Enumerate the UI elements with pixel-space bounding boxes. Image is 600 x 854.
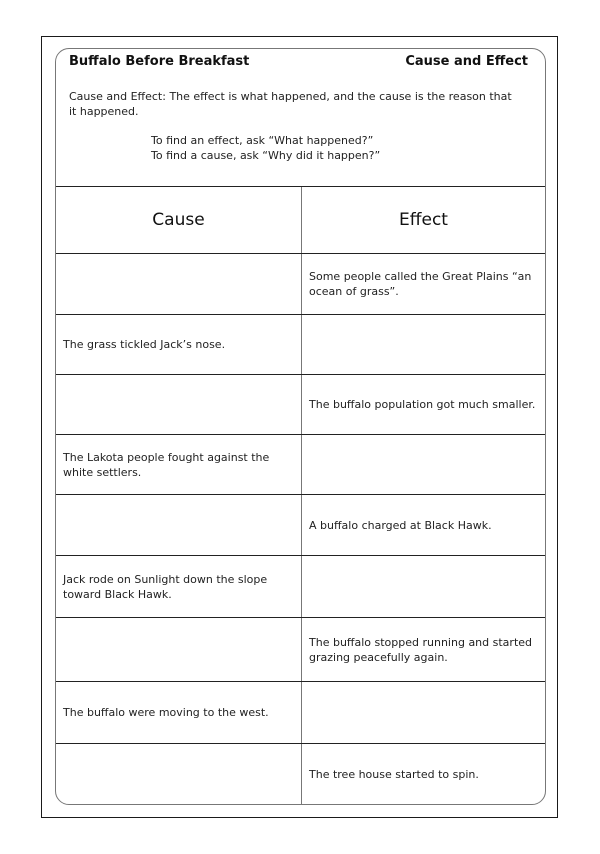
guiding-questions xyxy=(151,133,380,163)
table-row xyxy=(56,617,545,681)
worksheet-topic: Cause and Effect xyxy=(405,54,528,69)
table-header-row xyxy=(56,186,545,253)
effect-cell[interactable]: The buffalo population got much smaller. xyxy=(309,398,536,411)
table-row xyxy=(56,374,545,434)
effect-cell[interactable]: The buffalo stopped running and started grazing peacefully again. xyxy=(309,635,533,664)
cause-cell[interactable] xyxy=(56,744,302,805)
table-row xyxy=(56,314,545,374)
cause-cell[interactable] xyxy=(56,375,302,434)
definition-text: Cause and Effect: The effect is what happened, and the cause is the reason that it happened. xyxy=(69,90,512,118)
effect-question: To find an effect, ask “What happened?” xyxy=(151,134,374,147)
column-header-effect: Effect xyxy=(399,209,448,230)
cause-cell[interactable]: The grass tickled Jack’s nose. xyxy=(56,315,302,374)
table-row xyxy=(56,555,545,617)
cause-cell[interactable]: The Lakota people fought against the white settlers. xyxy=(56,435,302,494)
effect-cell[interactable] xyxy=(302,435,545,494)
effect-cell[interactable] xyxy=(302,682,545,743)
effect-cell[interactable]: A buffalo charged at Black Hawk. xyxy=(309,518,492,532)
cause-cell[interactable] xyxy=(56,254,302,314)
cause-question: To find a cause, ask “Why did it happen?” xyxy=(151,149,381,162)
cause-cell[interactable] xyxy=(56,618,302,681)
title-row xyxy=(69,54,528,74)
worksheet-card xyxy=(55,48,546,805)
table-row xyxy=(56,743,545,805)
cause-cell[interactable] xyxy=(56,495,302,555)
column-header-cause: Cause xyxy=(56,187,302,253)
effect-cell[interactable]: Some people called the Great Plains “an ocean of grass”. xyxy=(309,270,532,298)
table-row xyxy=(56,434,545,494)
table-row xyxy=(56,494,545,555)
worksheet-title: Buffalo Before Breakfast xyxy=(69,54,250,69)
table-row xyxy=(56,253,545,314)
cause-cell[interactable]: The buffalo were moving to the west. xyxy=(56,682,302,743)
effect-cell[interactable] xyxy=(302,556,545,617)
effect-cell[interactable] xyxy=(302,315,545,374)
cause-effect-table xyxy=(56,186,545,805)
effect-cell[interactable]: The tree house started to spin. xyxy=(309,768,479,781)
table-row xyxy=(56,681,545,743)
cause-cell[interactable]: Jack rode on Sunlight down the slope toward Black Hawk. xyxy=(56,556,302,617)
